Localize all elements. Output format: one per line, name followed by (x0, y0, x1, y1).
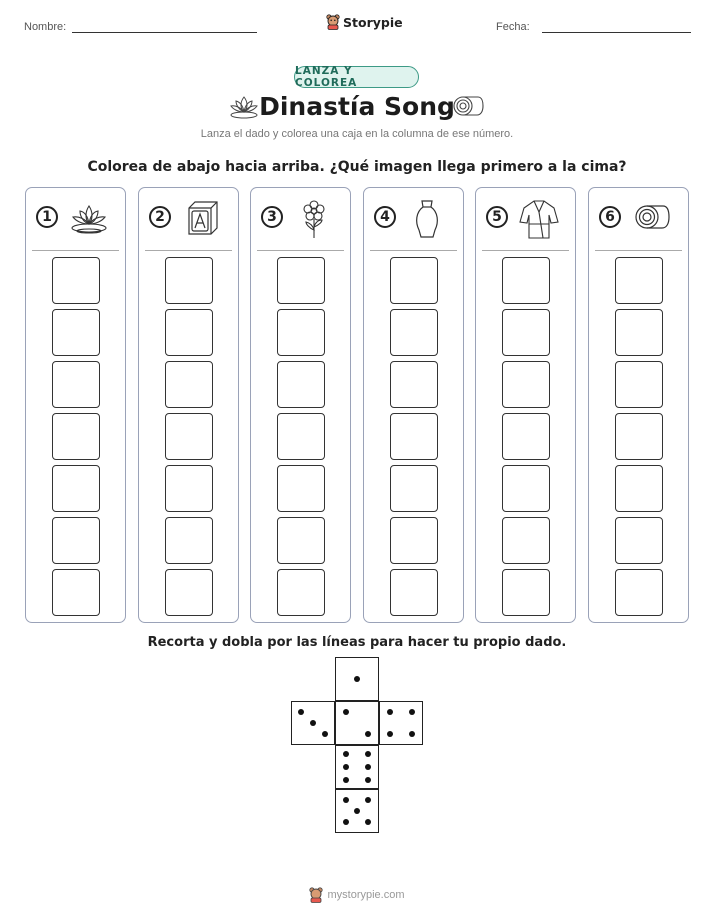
die-pip (365, 764, 371, 770)
color-box[interactable] (52, 257, 100, 304)
color-box[interactable] (390, 257, 438, 304)
color-box[interactable] (390, 517, 438, 564)
color-box[interactable] (615, 257, 663, 304)
die-pip (365, 819, 371, 825)
activity-badge: LANZA Y COLOREA (294, 66, 419, 88)
column-number: 4 (374, 206, 396, 228)
column-divider (32, 250, 119, 251)
die-pip (409, 709, 415, 715)
column-divider (145, 250, 232, 251)
color-box[interactable] (502, 361, 550, 408)
color-box[interactable] (502, 309, 550, 356)
page-title: Dinastía Song (259, 92, 455, 121)
die-pip (343, 764, 349, 770)
die-pip (343, 751, 349, 757)
column-5 (475, 187, 576, 623)
column-number: 5 (486, 206, 508, 228)
color-box[interactable] (277, 257, 325, 304)
date-line (542, 32, 691, 33)
die-pip (310, 720, 316, 726)
footer-url: mystorypie.com (327, 889, 405, 901)
die-face-1 (335, 657, 379, 701)
name-line (72, 32, 257, 33)
die-pip (365, 777, 371, 783)
color-box[interactable] (502, 413, 550, 460)
color-box[interactable] (615, 517, 663, 564)
bear-logo-icon (326, 14, 340, 30)
color-box[interactable] (615, 361, 663, 408)
column-3 (250, 187, 351, 623)
color-box[interactable] (277, 517, 325, 564)
color-box[interactable] (165, 309, 213, 356)
color-box[interactable] (52, 465, 100, 512)
die-pip (387, 709, 393, 715)
column-number: 1 (36, 206, 58, 228)
color-box[interactable] (165, 569, 213, 616)
die-pip (322, 731, 328, 737)
race-instruction: Colorea de abajo hacia arriba. ¿Qué imagen llega primero a la cima? (87, 159, 627, 175)
color-box[interactable] (277, 465, 325, 512)
die-pip (343, 819, 349, 825)
die-pip (343, 797, 349, 803)
column-6 (588, 187, 689, 623)
color-box[interactable] (390, 569, 438, 616)
color-box[interactable] (502, 569, 550, 616)
bear-logo-icon (309, 887, 323, 903)
brand-logo (326, 14, 403, 30)
letter-block-icon (181, 198, 223, 240)
die-pip (343, 709, 349, 715)
name-label: Nombre: (24, 21, 67, 33)
die-pip (365, 797, 371, 803)
die-pip (354, 808, 360, 814)
die-face-3 (291, 701, 335, 745)
column-number: 2 (149, 206, 171, 228)
dice-instruction: Recorta y dobla por las líneas para hacer tu propio dado. (147, 635, 567, 650)
subtitle: Lanza el dado y colorea una caja en la columna de ese número. (200, 128, 514, 140)
color-box[interactable] (52, 413, 100, 460)
color-box[interactable] (277, 569, 325, 616)
flower-icon (293, 198, 335, 240)
color-box[interactable] (390, 309, 438, 356)
column-1 (25, 187, 126, 623)
date-label: Fecha: (496, 21, 530, 33)
die-face-5 (335, 789, 379, 833)
die-pip (409, 731, 415, 737)
die-face-4 (379, 701, 423, 745)
die-pip (354, 676, 360, 682)
brand-name: Storypie (343, 14, 403, 30)
vase-icon (406, 198, 448, 240)
die-face-6 (335, 745, 379, 789)
color-box[interactable] (165, 361, 213, 408)
column-divider (482, 250, 569, 251)
robe-icon (518, 198, 560, 240)
die-pip (387, 731, 393, 737)
color-box[interactable] (390, 413, 438, 460)
column-divider (370, 250, 457, 251)
color-box[interactable] (615, 569, 663, 616)
color-box[interactable] (390, 361, 438, 408)
color-box[interactable] (615, 309, 663, 356)
die-pip (365, 731, 371, 737)
scroll-icon (631, 198, 673, 240)
color-box[interactable] (165, 257, 213, 304)
die-pip (298, 709, 304, 715)
color-box[interactable] (615, 465, 663, 512)
color-box[interactable] (502, 517, 550, 564)
die-pip (365, 751, 371, 757)
scroll-icon (452, 94, 484, 120)
color-box[interactable] (502, 257, 550, 304)
color-box[interactable] (52, 517, 100, 564)
column-2 (138, 187, 239, 623)
lotus-icon (68, 198, 110, 240)
color-box[interactable] (277, 309, 325, 356)
color-box[interactable] (615, 413, 663, 460)
color-box[interactable] (165, 465, 213, 512)
color-box[interactable] (277, 361, 325, 408)
color-box[interactable] (390, 465, 438, 512)
color-box[interactable] (502, 465, 550, 512)
die-face-2 (335, 701, 379, 745)
color-box[interactable] (277, 413, 325, 460)
color-box[interactable] (52, 361, 100, 408)
column-divider (257, 250, 344, 251)
color-box[interactable] (165, 413, 213, 460)
column-divider (595, 250, 682, 251)
color-box[interactable] (52, 309, 100, 356)
column-4 (363, 187, 464, 623)
column-number: 6 (599, 206, 621, 228)
column-number: 3 (261, 206, 283, 228)
color-box[interactable] (165, 517, 213, 564)
color-box[interactable] (52, 569, 100, 616)
footer (0, 887, 714, 903)
die-pip (343, 777, 349, 783)
